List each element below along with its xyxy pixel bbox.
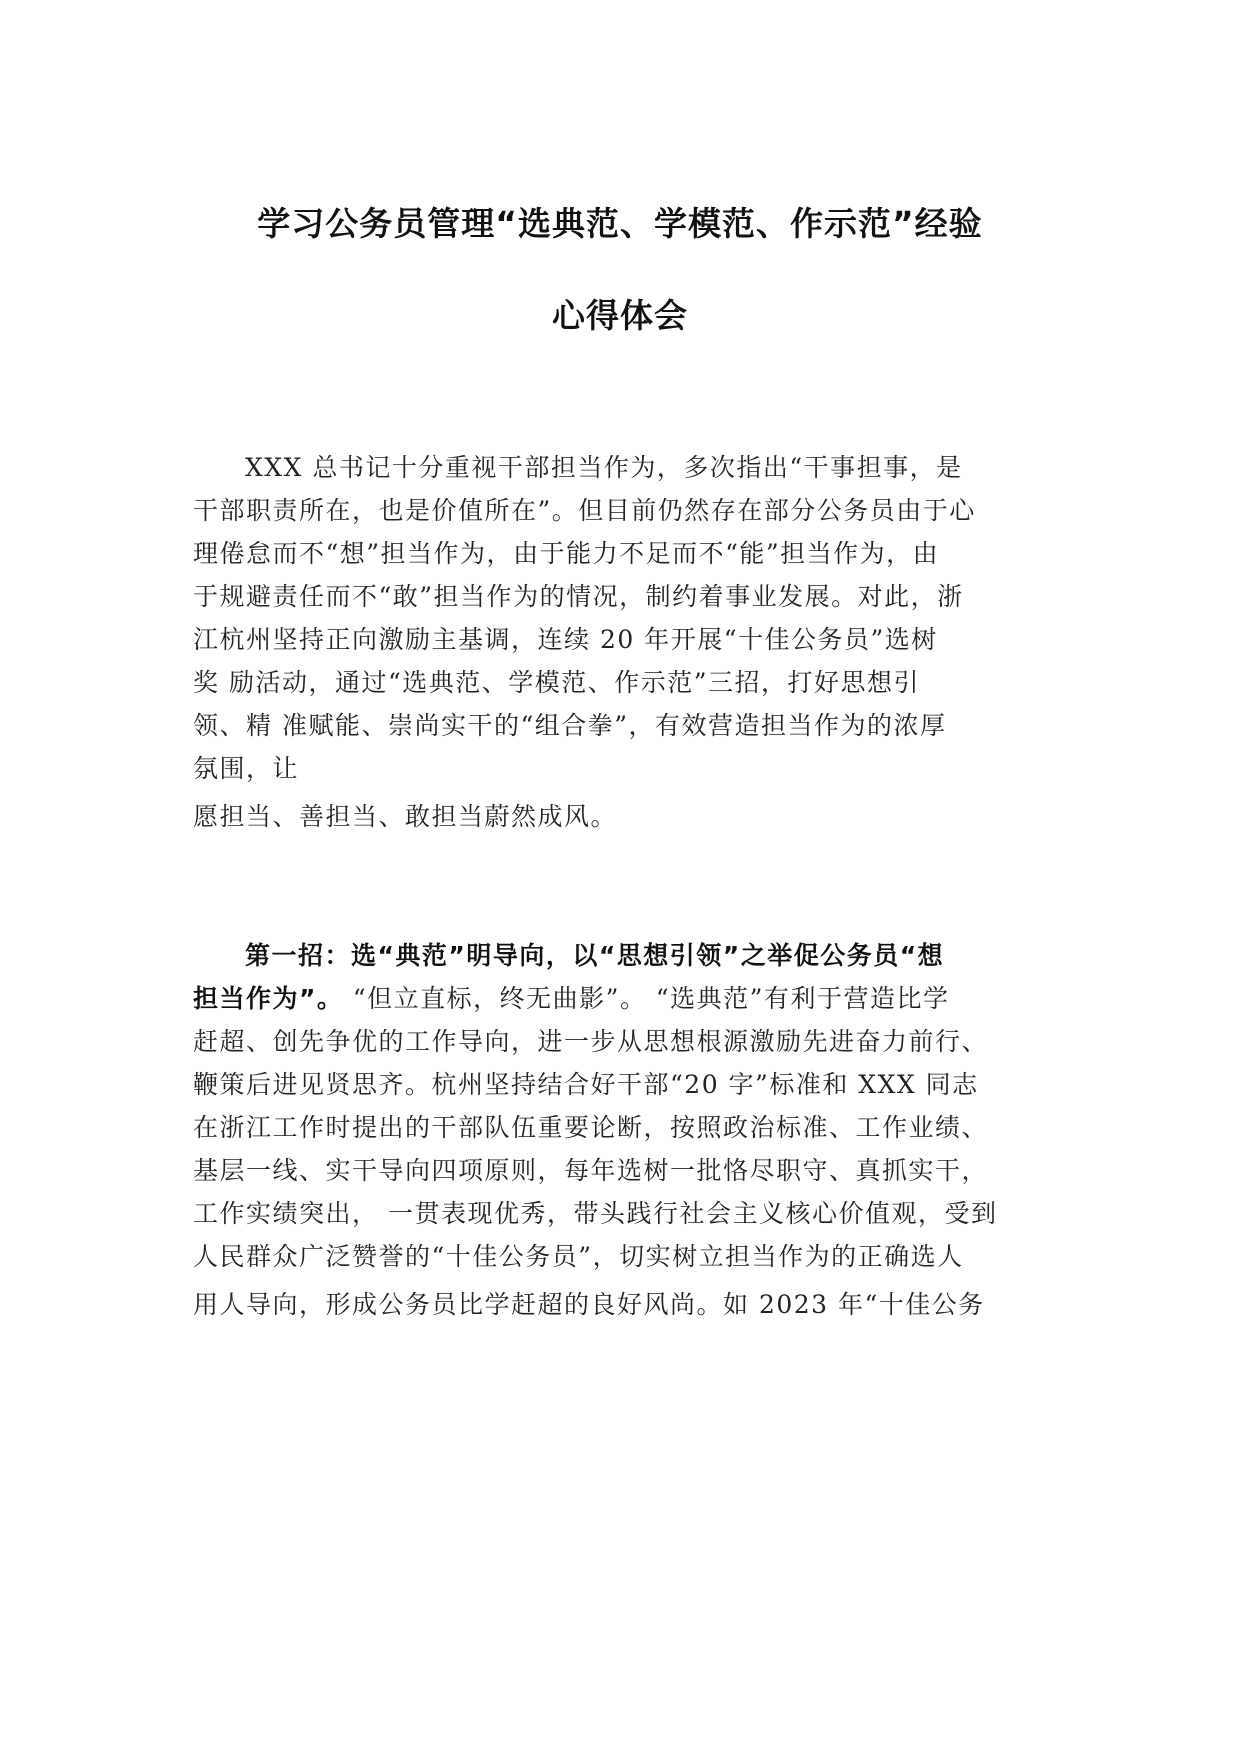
paragraph-2-line: 工作实绩突出， 一贯表现优秀，带头践行社会主义核心价值观，受到 — [193, 1199, 998, 1228]
paragraph-2-line: 基层一线、实干导向四项原则，每年选树一批恪尽职守、真抓实干， — [193, 1156, 989, 1185]
section-heading-line-1: 第一招：选“典范”明导向，以“思想引领”之举促公务员“想 — [245, 941, 945, 970]
paragraph-1-line: XXX 总书记十分重视干部担当作为，多次指出“干事担事，是 — [245, 453, 963, 482]
document-title-line-2: 心得体会 — [552, 296, 688, 335]
paragraph-2-line: 用人导向，形成公务员比学赶超的良好风尚。如 2023 年“十佳公务 — [193, 1290, 985, 1319]
section-heading-emphasis: 担当作为”。 — [193, 984, 344, 1013]
paragraph-2-line: 人民群众广泛赞誉的“十佳公务员”，切实树立担当作为的正确选人 — [193, 1242, 964, 1271]
paragraph-2-line: 鞭策后进见贤思齐。杭州坚持结合好干部“20 字”标准和 XXX 同志 — [193, 1070, 979, 1099]
paragraph-1-line: 氛围，让 — [193, 754, 300, 783]
document-title-line-1: 学习公务员管理“选典范、学模范、作示范”经验 — [257, 204, 983, 243]
paragraph-1-line: 奖 励活动，通过“选典范、学模范、作示范”三招，打好思想引 — [193, 668, 921, 697]
paragraph-2-line: 在浙江工作时提出的干部队伍重要论断，按照政治标准、工作业绩、 — [193, 1113, 989, 1142]
paragraph-1-line: 干部职责所在，也是价值所在”。但目前仍然存在部分公务员由于心 — [193, 496, 976, 525]
paragraph-1-line: 领、精 准赋能、崇尚实干的“组合拳”，有效营造担当作为的浓厚 — [193, 711, 947, 740]
section-heading-line-2 — [193, 979, 1053, 1015]
paragraph-1-line: 愿担当、善担当、敢担当蔚然成风。 — [193, 802, 618, 831]
paragraph-2-line: 赶超、创先争优的工作导向，进一步从思想根源激励先进奋力前行、 — [193, 1027, 989, 1056]
paragraph-1-line: 于规避责任而不“敢”担当作为的情况，制约着事业发展。对此，浙 — [193, 582, 964, 611]
paragraph-1-line: 江杭州坚持正向激励主基调，连续 20 年开展“十佳公务员”选树 — [193, 625, 938, 654]
paragraph-1-line: 理倦怠而不“想”担当作为，由于能力不足而不“能”担当作为，由 — [193, 539, 940, 568]
paragraph-2-text: “但立直标，终无曲影”。 “选典范”有利于营造比学 — [343, 984, 950, 1013]
